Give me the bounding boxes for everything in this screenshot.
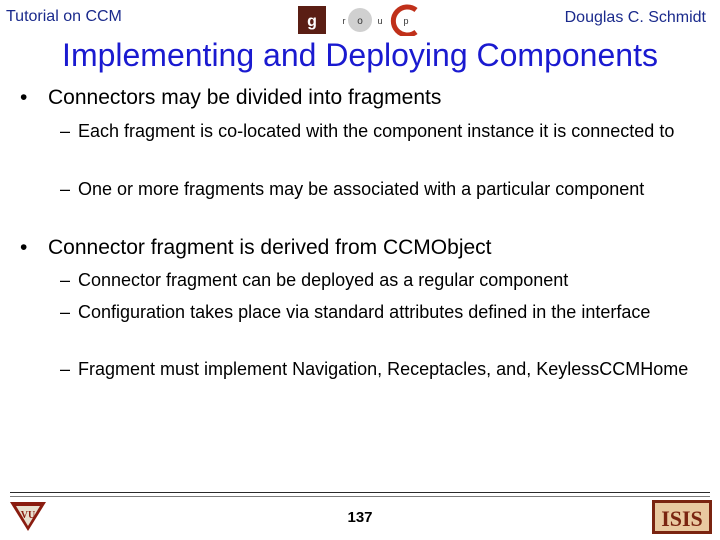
header-author: Douglas C. Schmidt [564,9,706,26]
logo-letter: r [342,16,346,26]
dash-mark: – [60,270,71,290]
logo-letter: o [357,16,363,27]
logo-letter: p [403,16,409,26]
sub-bullet-text: Each fragment is co-located with the component instance it is connected to [78,121,675,141]
dash-mark: – [60,179,71,199]
page-number: 137 [347,509,373,526]
footer-divider [10,492,710,493]
header-course-title: Tutorial on CCM [6,8,122,25]
vu-logo-text: VU [20,510,36,521]
bullet-text: Connector fragment is derived from CCMObject [48,236,492,259]
dash-mark: – [60,302,71,322]
sub-bullet-text: Connector fragment can be deployed as a regular component [78,270,569,290]
logo-letter: g [307,13,317,30]
dash-mark: – [60,359,71,379]
bullet-mark: • [20,236,28,259]
doc-group-logo [298,2,420,36]
logo-letter: u [377,16,383,26]
sub-bullet-text: Configuration takes place via standard attributes defined in the interface [78,302,651,322]
dash-mark: – [60,121,71,141]
bullet-text: Connectors may be divided into fragments [48,86,442,109]
footer-divider [10,496,710,497]
isis-logo-text: ISIS [661,506,703,531]
slide-title: Implementing and Deploying Components [62,37,658,73]
isis-logo [652,500,712,534]
sub-bullet-text: Fragment must implement Navigation, Receptacles, and, KeylessCCMHome [78,359,689,379]
bullet-mark: • [20,86,28,109]
sub-bullet-text: One or more fragments may be associated with a particular component [78,179,645,199]
